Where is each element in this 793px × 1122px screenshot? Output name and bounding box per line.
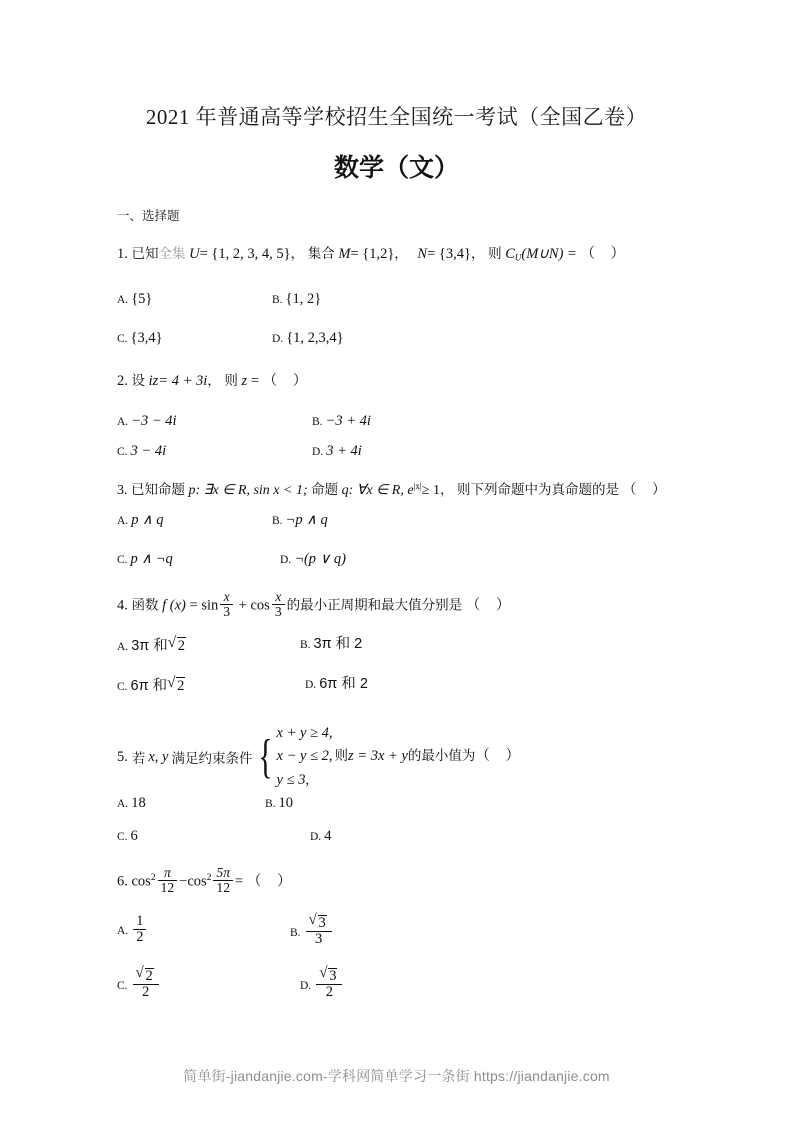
q4-option-d-text: 6π 和 2 (319, 676, 368, 692)
q6-cos-label-1: cos (131, 873, 151, 890)
q5-variables: x, y (148, 748, 169, 765)
q4-plus: + (238, 597, 247, 614)
q5-option-b[interactable] (265, 795, 293, 812)
q1-complement-c: C (505, 246, 515, 262)
q2-text-1: 设 (131, 373, 145, 388)
q6-option-c-fraction (133, 967, 159, 999)
question-1-stem (117, 246, 631, 263)
q6-minus: − (179, 873, 188, 890)
q6-fraction-2 (213, 866, 233, 895)
q5-option-b-text: 10 (278, 795, 294, 811)
q2-option-b-text: −3 + 4i (325, 413, 371, 429)
q4-option-c-sqrt (167, 676, 187, 695)
q5-option-c-text: 6 (130, 828, 138, 844)
q6-option-a-label: A. (117, 924, 129, 937)
q3-text-3: 则下列命题中为真命题的是 (456, 482, 619, 498)
q2-expr-iz: iz (148, 373, 159, 389)
q2-var-z: z (241, 373, 248, 389)
q6-cos-label-2: cos (187, 873, 207, 890)
question-3-number: 3. (117, 483, 128, 499)
q3-option-d-text: ¬(p ∨ q) (294, 551, 346, 567)
q4-option-b-text: 3π 和 2 (313, 636, 363, 652)
q4-option-b[interactable] (300, 636, 362, 653)
q4-cos-label: cos (250, 597, 270, 614)
q1-set-u-value: = {1, 2, 3, 4, 5} (199, 246, 291, 262)
q3-option-c[interactable] (117, 551, 173, 568)
q5-option-a-label: A. (117, 798, 129, 810)
q4-option-a-sqrt (168, 636, 188, 655)
q3-option-d[interactable] (280, 551, 346, 568)
q5-constraint-system (277, 722, 526, 792)
q1-complement-expr: (M∪N) = (521, 246, 577, 262)
q4-option-a-radicand: 2 (177, 637, 186, 654)
q6-power-2: 2 (206, 873, 212, 884)
question-4-stem (117, 590, 516, 619)
q6-option-b-label: B. (290, 926, 301, 939)
q1-option-b[interactable] (272, 291, 321, 308)
q3-prop-q-exponent: |x| (413, 481, 422, 491)
q6-fraction-1-denominator: 12 (158, 880, 178, 895)
q6-fraction-2-denominator: 12 (213, 880, 233, 895)
q2-option-d[interactable] (312, 443, 362, 460)
q1-set-m: M (338, 246, 351, 262)
q5-objective: z = 3x + y (348, 748, 408, 765)
q3-option-c-label: C. (117, 554, 128, 566)
q2-option-a-text: −3 − 4i (131, 413, 177, 429)
q1-set-n-value: = {3,4} (427, 246, 471, 262)
q5-option-d-label: D. (310, 831, 322, 843)
q2-option-d-label: D. (312, 446, 324, 458)
q1-set-m-value: = {1,2} (350, 246, 395, 262)
q6-option-d-radicand: 3 (329, 967, 337, 984)
q4-fraction-1 (220, 590, 233, 619)
q5-constraint-2-row (277, 745, 526, 768)
q4-function-name: f (x) (162, 597, 186, 614)
q2-comma: ， (207, 373, 221, 388)
q4-equals: = (189, 597, 198, 614)
q4-option-c[interactable] (117, 676, 187, 695)
q1-option-d-label: D. (272, 333, 284, 345)
q6-option-b-radicand: 3 (318, 914, 326, 931)
q1-comma-1: ， (290, 246, 305, 261)
q1-option-d[interactable] (272, 330, 344, 347)
q5-text-3: 则 (334, 748, 349, 764)
q4-option-a-text: 3π 和 (131, 637, 168, 654)
q6-option-c-denominator: 2 (133, 984, 159, 1000)
q1-text-3: 集合 (307, 246, 335, 261)
question-1-number: 1. (117, 246, 128, 262)
q1-option-c-label: C. (117, 333, 128, 345)
q6-option-c-radicand: 2 (145, 967, 153, 984)
q3-option-b[interactable] (272, 512, 328, 529)
q2-answer-blank: （ ） (262, 373, 314, 389)
page-title: 2021 年普通高等学校招生全国统一考试（全国乙卷） (145, 105, 648, 129)
q6-option-b-fraction (306, 914, 332, 946)
q6-option-a-numerator: 1 (136, 913, 144, 929)
q2-option-a-label: A. (117, 416, 129, 428)
q2-expr-rest: = 4 + 3i (158, 373, 208, 389)
q5-option-c[interactable] (117, 828, 138, 845)
q3-option-a-text: p ∧ q (131, 512, 164, 528)
q5-constraint-3: y ≤ 3, (276, 771, 310, 788)
q1-option-b-text: {1, 2} (285, 291, 322, 307)
q3-option-b-label: B. (272, 515, 283, 527)
q6-option-d-numerator (316, 967, 342, 984)
q1-complement-subscript: U (514, 252, 522, 263)
q4-fraction-1-numerator: x (223, 589, 230, 604)
q4-fraction-1-denominator: 3 (220, 604, 233, 619)
q4-sin-label: sin (201, 597, 219, 614)
q1-comma-2: ， (394, 246, 408, 261)
q6-option-c-label: C. (117, 979, 128, 992)
q5-text-2: 满足约束条件 (171, 751, 253, 767)
q6-answer-blank: （ ） (246, 873, 298, 890)
q1-text-2: 全集 (158, 246, 186, 261)
q6-fraction-1-numerator: π (163, 865, 171, 880)
q6-option-d[interactable] (300, 967, 344, 999)
q6-option-d-sqrt (319, 967, 339, 984)
q5-answer-blank: （ ） (475, 748, 527, 765)
q6-fraction-1 (158, 866, 178, 895)
q6-option-a-fraction (133, 914, 146, 945)
q4-fraction-2-denominator: 3 (272, 604, 285, 619)
q3-prop-p: p (188, 483, 196, 499)
q2-option-b-label: B. (312, 416, 323, 428)
q4-option-a[interactable] (117, 636, 188, 655)
q1-option-a-label: A. (117, 294, 129, 306)
q4-text-2: 的最小正周期和最大值分别是 (286, 597, 463, 613)
q1-set-n: N (417, 246, 428, 262)
q6-equals: = (235, 873, 244, 890)
q6-option-b-sqrt (309, 914, 329, 931)
q2-option-c-text: 3 − 4i (130, 443, 167, 459)
q3-option-a-label: A. (117, 515, 129, 527)
q6-option-a-denominator: 2 (133, 929, 146, 945)
question-6-number: 6. (117, 873, 128, 890)
footer-watermark: 简单街-jiandanjie.com-学科网简单学习一条街 https://jiandanjie.com (183, 1068, 610, 1084)
section-heading: 一、选择题 (117, 209, 180, 223)
q2-equals: = (250, 373, 259, 389)
q2-option-c-label: C. (117, 446, 128, 458)
q6-option-b-denominator: 3 (306, 931, 332, 947)
q1-text-4: 则 (488, 246, 502, 261)
q3-prop-q-body-pre: : ∀x ∈ R, e (348, 483, 414, 499)
q5-constraint-1: x + y ≥ 4, (276, 725, 333, 741)
q4-answer-blank: （ ） (465, 597, 517, 614)
q6-power-1: 2 (150, 873, 156, 884)
q5-text-1: 若 (131, 751, 146, 767)
q1-answer-blank: （ ） (580, 246, 632, 262)
q4-option-c-text: 6π 和 (130, 677, 168, 694)
q6-option-d-denominator: 2 (316, 984, 342, 1000)
q4-option-d-label: D. (305, 679, 317, 691)
q2-option-c[interactable] (117, 443, 166, 460)
q6-option-b-numerator (306, 914, 332, 931)
q3-answer-blank: （ ） (622, 483, 672, 499)
q3-text-1: 已知命题 (131, 482, 185, 498)
q3-option-d-label: D. (280, 554, 292, 566)
q1-option-b-label: B. (272, 294, 283, 306)
q6-option-a[interactable] (117, 914, 148, 945)
q3-option-a[interactable] (117, 512, 164, 529)
q4-text-1: 函数 (131, 597, 159, 613)
q5-option-d[interactable] (310, 828, 331, 845)
q6-option-d-label: D. (300, 979, 312, 992)
q4-option-c-radicand: 2 (177, 677, 185, 694)
q1-option-c[interactable] (117, 330, 163, 347)
q5-option-c-label: C. (117, 831, 128, 843)
q5-option-a-text: 18 (131, 795, 146, 811)
q3-option-c-text: p ∧ ¬q (130, 551, 173, 567)
question-3-stem (117, 481, 672, 499)
q4-option-b-label: B. (300, 639, 311, 651)
q1-option-a-text: {5} (131, 291, 153, 307)
q1-set-u: U (189, 246, 200, 262)
q1-text-1: 已知 (131, 246, 159, 261)
q3-text-2: 命题 (311, 482, 339, 498)
q4-option-c-label: C. (117, 680, 128, 693)
q1-option-d-text: {1, 2,3,4} (286, 330, 344, 346)
q4-fraction-2 (272, 590, 285, 619)
q3-option-b-text: ¬p ∧ q (285, 512, 328, 528)
q6-option-c-sqrt (136, 967, 156, 984)
question-4-number: 4. (117, 597, 128, 614)
q6-option-d-fraction (316, 967, 342, 999)
q6-fraction-2-numerator: 5π (216, 865, 231, 880)
q6-option-c[interactable] (117, 967, 161, 999)
q5-option-b-label: B. (265, 798, 276, 810)
question-5-stem: 5. 若 x, y 满足约束条件 { x + y ≥ 4, x − y ≤ 2, 则z = 3x + y的最小值为（ ） y ≤ 3, (117, 722, 526, 792)
question-6-stem (117, 866, 297, 895)
q2-option-a[interactable] (117, 413, 177, 430)
q2-option-d-text: 3 + 4i (326, 443, 362, 459)
q3-comma: ， (439, 482, 454, 498)
page-subtitle: 数学（文） (333, 154, 459, 182)
q5-option-a[interactable] (117, 795, 146, 812)
q2-text-2: 则 (224, 373, 238, 388)
q4-option-a-label: A. (117, 640, 129, 653)
q4-fraction-2-numerator: x (275, 589, 282, 604)
q2-option-b[interactable] (312, 413, 371, 430)
question-5-number: 5. (117, 748, 128, 765)
question-2-number: 2. (117, 373, 128, 389)
q4-option-d[interactable] (305, 676, 368, 693)
q1-comma-3: ， (470, 246, 485, 261)
q6-option-c-numerator (133, 967, 159, 984)
question-2-stem (117, 373, 313, 390)
q6-option-b[interactable] (290, 914, 334, 946)
q5-text-4: 的最小值为 (407, 748, 476, 764)
q5-constraint-2: x − y ≤ 2, (276, 748, 333, 765)
q1-option-a[interactable] (117, 291, 152, 308)
q5-option-d-text: 4 (324, 828, 332, 844)
q3-prop-p-body: : ∃x ∈ R, sin x < 1; (195, 483, 308, 499)
q1-option-c-text: {3,4} (130, 330, 163, 346)
q3-prop-q: q (341, 483, 349, 499)
q3-prop-q-body-post: ≥ 1 (421, 483, 440, 499)
